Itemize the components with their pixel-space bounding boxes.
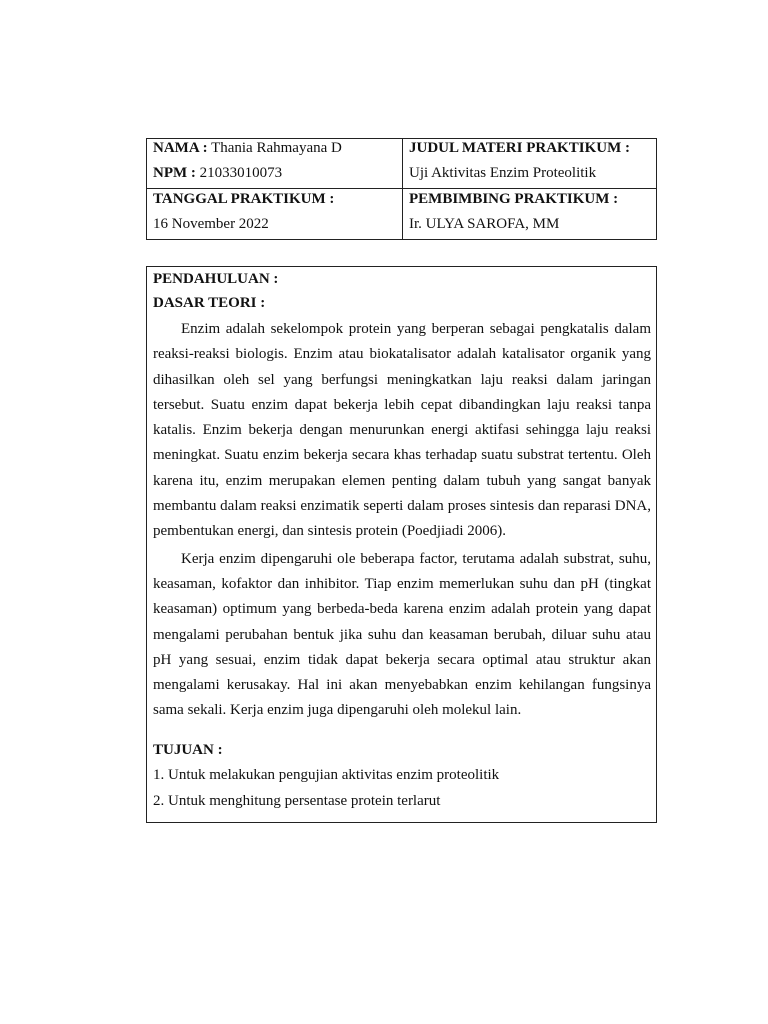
judul-value: Uji Aktivitas Enzim Proteolitik xyxy=(409,165,597,181)
judul-field-label xyxy=(409,139,630,157)
header-info-table xyxy=(146,138,657,240)
pembimbing-label: PEMBIMBING PRAKTIKUM : xyxy=(409,191,619,207)
content-inner xyxy=(153,267,651,814)
pembimbing-field-label xyxy=(409,190,618,208)
pendahuluan-heading: PENDAHULUAN : xyxy=(153,271,279,287)
pembimbing-value: Ir. ULYA SAROFA, MM xyxy=(409,216,560,232)
tujuan-heading: TUJUAN : xyxy=(153,741,223,758)
paragraph: Enzim adalah sekelompok protein yang berperan sebagai pengkatalis dalam reaksi-reaksi biologis. Enzim atau biokatalisator adalah katalisator organik yang dihasilkan oleh sel yang berfungsi meningkatkan laju reaksi dalam jaringan tersebut. Suatu enzim dapat bekerja lebih cepat dibandingkan laju reaksi tanpa katalis. Enzim bekerja dengan menurunkan energi aktifasi sehingga laju reaksi meningkat. Suatu enzim bekerja secara khas terhadap suatu substrat tertentu. Oleh karena itu, enzim merupakan elemen penting dalam tubuh yang sangat banyak membantu dalam reaksi enzimatik seperti dalam proses sintesis dan reparasi DNA, pembentukan energi, dan sintesis protein (Poedjiadi 2006). xyxy=(153,321,651,540)
tanggal-field-label xyxy=(153,190,334,208)
nama-field xyxy=(153,139,342,157)
list-item: 2. Untuk menghitung persentase protein terlarut xyxy=(153,792,441,809)
list-item: 1. Untuk melakukan pengujian aktivitas enzim proteolitik xyxy=(153,766,500,783)
npm-label: NPM : xyxy=(153,165,196,181)
content-box xyxy=(146,266,657,823)
tanggal-field-value xyxy=(153,215,269,233)
tanggal-label: TANGGAL PRAKTIKUM : xyxy=(153,191,335,207)
npm-field xyxy=(153,164,282,182)
judul-label: JUDUL MATERI PRAKTIKUM : xyxy=(409,140,630,156)
judul-field-value xyxy=(409,164,596,182)
pembimbing-field-value xyxy=(409,215,559,233)
tanggal-value: 16 November 2022 xyxy=(153,216,269,232)
nama-label: NAMA : xyxy=(153,140,208,156)
table-column-divider xyxy=(402,139,403,239)
npm-value: 21033010073 xyxy=(199,165,283,181)
nama-value: Thania Rahmayana D xyxy=(211,140,342,156)
table-row-divider xyxy=(147,188,656,189)
dasar-teori-heading: DASAR TEORI : xyxy=(153,295,266,311)
paragraph: Kerja enzim dipengaruhi ole beberapa factor, terutama adalah substrat, suhu, keasaman, kofaktor dan inhibitor. Tiap enzim memerlukan suhu dan pH (tingkat keasaman) optimum yang berbeda-beda karena enzim adalah protein yang dapat mengalami perubahan bentuk jika suhu dan keasaman berubah, diluar suhu atau pH yang sesuai, enzim tidak dapat bekerja secara optimal atau struktur akan mengalami kerusakay. Hal ini akan menyebabkan enzim kehilangan fungsinya sama sekali. Kerja enzim juga dipengaruhi oleh molekul lain. xyxy=(153,550,651,719)
spacer xyxy=(153,724,651,738)
